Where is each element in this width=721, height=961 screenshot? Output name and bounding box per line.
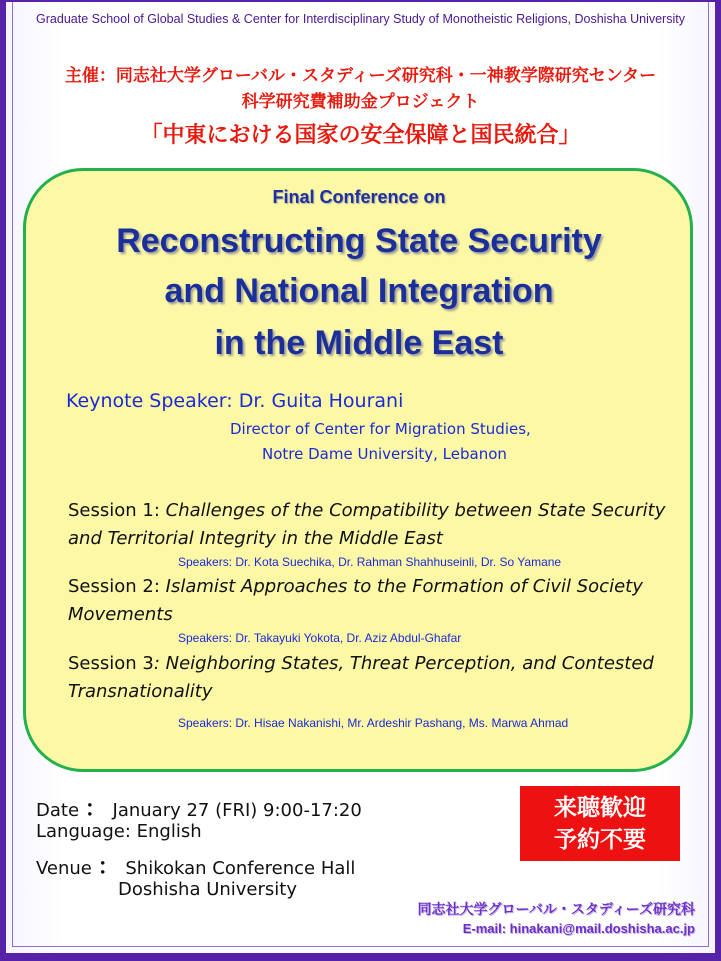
date-label: Date	[36, 800, 80, 821]
session-1-speakers: Speakers: Dr. Kota Suechika, Dr. Rahman Shahhuseinli, Dr. So Yamane	[178, 555, 562, 569]
keynote-name: Dr. Guita Hourani	[238, 390, 404, 412]
welcome-badge	[520, 786, 680, 861]
conference-title-line2: and National Integration	[164, 272, 554, 310]
header-organizer: 主催：同志社大学グローバル・スタディーズ研究科・一神教学際研究センター	[64, 66, 657, 86]
event-venue	[36, 850, 355, 881]
conference-title-line1: Reconstructing State Security	[116, 222, 602, 260]
session-3-label: Session 3	[68, 653, 154, 674]
session-1-title: Challenges of the Compatibility between State Security and Territorial Integrity in the Middle East	[68, 500, 666, 549]
keynote-speaker	[66, 390, 403, 412]
header-project: 科学研究費補助金プロジェクト	[241, 92, 480, 112]
welcome-line1: 来聴歓迎	[554, 795, 646, 821]
session-3-title: : Neighboring States, Threat Perception, and Contested Transnationality	[68, 653, 654, 702]
footer-email: E-mail: hinakani@mail.doshisha.ac.jp	[462, 921, 695, 936]
event-date	[36, 792, 362, 823]
venue-label: Venue	[36, 858, 92, 879]
header-english: Graduate School of Global Studies & Center for Interdisciplinary Study of Monotheistic Religions, Doshisha University	[36, 12, 685, 26]
date-colon: ：	[84, 797, 107, 822]
keynote-affiliation-line1: Director of Center for Migration Studies,	[230, 420, 531, 438]
keynote-label: Keynote Speaker:	[66, 390, 239, 412]
session-3	[68, 650, 668, 706]
session-2	[68, 573, 668, 629]
event-language: Language: English	[36, 821, 202, 842]
venue-line1: Shikokan Conference Hall	[125, 858, 356, 879]
conference-label: Final Conference on	[272, 187, 446, 207]
conference-title-line3: in the Middle East	[214, 324, 504, 362]
session-2-speakers: Speakers: Dr. Takayuki Yokota, Dr. Aziz Abdul-Ghafar	[178, 631, 462, 645]
date-value: January 27 (FRI) 9:00-17:20	[112, 800, 362, 821]
welcome-line2: 予約不要	[554, 827, 646, 853]
session-3-speakers: Speakers: Dr. Hisae Nakanishi, Mr. Ardeshir Pashang, Ms. Marwa Ahmad	[178, 716, 569, 730]
venue-colon: ：	[97, 855, 120, 880]
session-1-label: Session 1:	[68, 500, 166, 521]
session-1	[68, 497, 668, 553]
header-project-title: 「中東における国家の安全保障と国民統合」	[140, 123, 581, 148]
session-2-title: Islamist Approaches to the Formation of Civil Society Movements	[68, 576, 643, 625]
footer-organization: 同志社大学グローバル・スタディーズ研究科	[417, 902, 695, 918]
session-2-label: Session 2:	[68, 576, 166, 597]
venue-line2: Doshisha University	[118, 879, 297, 900]
keynote-affiliation-line2: Notre Dame University, Lebanon	[262, 445, 507, 463]
